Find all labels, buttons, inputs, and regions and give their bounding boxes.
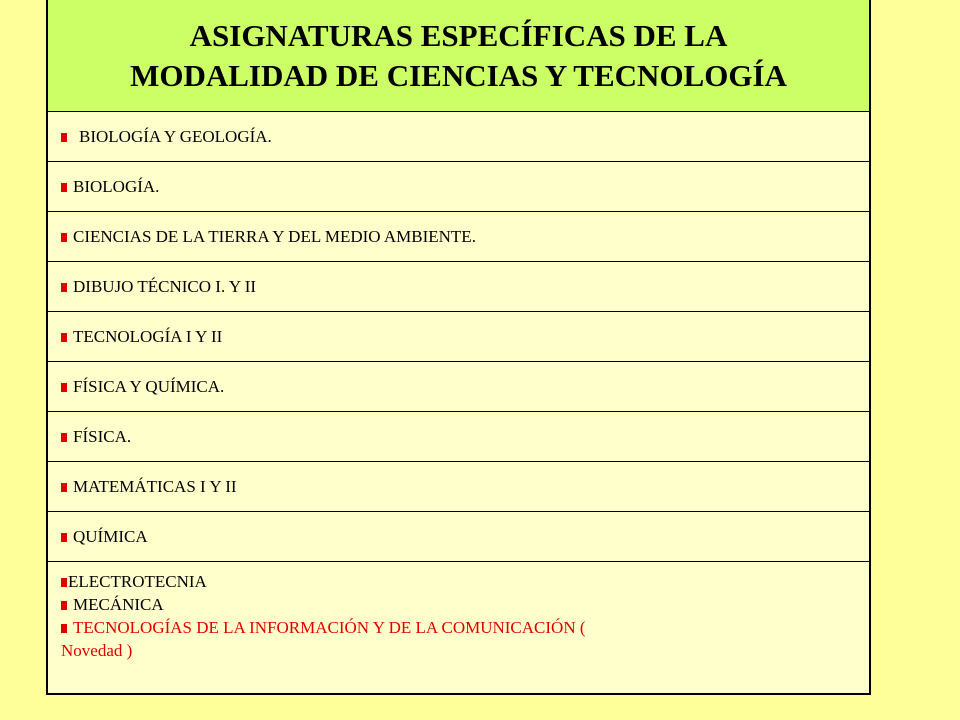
subject-label: MECÁNICA: [73, 595, 164, 614]
red-square-bullet-icon: [61, 578, 67, 587]
red-square-bullet-icon: [61, 383, 67, 392]
red-square-bullet-icon: [61, 283, 67, 292]
subject-label: FÍSICA Y QUÍMICA.: [73, 376, 225, 396]
red-square-bullet-icon: [61, 624, 67, 633]
subject-label: MATEMÁTICAS I Y II: [73, 476, 237, 496]
subject-label: BIOLOGÍA Y GEOLOGÍA.: [79, 126, 272, 146]
subject-label: CIENCIAS DE LA TIERRA Y DEL MEDIO AMBIENTE.: [73, 226, 476, 246]
title-line-2: MODALIDAD DE CIENCIAS Y TECNOLOGÍA: [130, 57, 787, 93]
subject-row-ciencias-tierra: [48, 212, 869, 262]
subject-row-biologia: [48, 162, 869, 212]
title-cell: [48, 0, 869, 112]
subject-label: BIOLOGÍA.: [73, 176, 160, 196]
subject-row-fisica: [48, 412, 869, 462]
subject-label: TECNOLOGÍA I Y II: [73, 326, 223, 346]
subject-label: ELECTROTECNIA: [68, 572, 207, 591]
red-square-bullet-icon: [61, 333, 67, 342]
subject-item-mecanica: [61, 593, 856, 616]
red-square-bullet-icon: [61, 533, 67, 542]
red-square-bullet-icon: [61, 433, 67, 442]
subject-group-cell: [48, 562, 869, 662]
subject-row-fisica-quimica: [48, 362, 869, 412]
red-square-bullet-icon: [61, 233, 67, 242]
new-subject-note: Novedad ): [61, 641, 133, 660]
subject-row-matematicas: [48, 462, 869, 512]
subjects-table: [46, 0, 871, 695]
red-square-bullet-icon: [61, 183, 67, 192]
subject-item-electrotecnia: [61, 570, 856, 593]
subject-item-tic: [61, 616, 856, 662]
subject-label: DIBUJO TÉCNICO I. Y II: [73, 276, 257, 296]
subject-label-new: TECNOLOGÍAS DE LA INFORMACIÓN Y DE LA COMUNICACIÓN (: [73, 618, 586, 637]
subject-row-tecnologia: [48, 312, 869, 362]
subject-row-biologia-geologia: [48, 112, 869, 162]
page-title: [130, 16, 787, 96]
red-square-bullet-icon: [61, 601, 67, 610]
red-square-bullet-icon: [61, 483, 67, 492]
subject-label: FÍSICA.: [73, 426, 132, 446]
subject-row-dibujo-tecnico: [48, 262, 869, 312]
subject-row-quimica: [48, 512, 869, 562]
subject-label: QUÍMICA: [73, 526, 148, 546]
title-line-1: ASIGNATURAS ESPECÍFICAS DE LA: [189, 17, 728, 53]
red-square-bullet-icon: [61, 133, 67, 142]
